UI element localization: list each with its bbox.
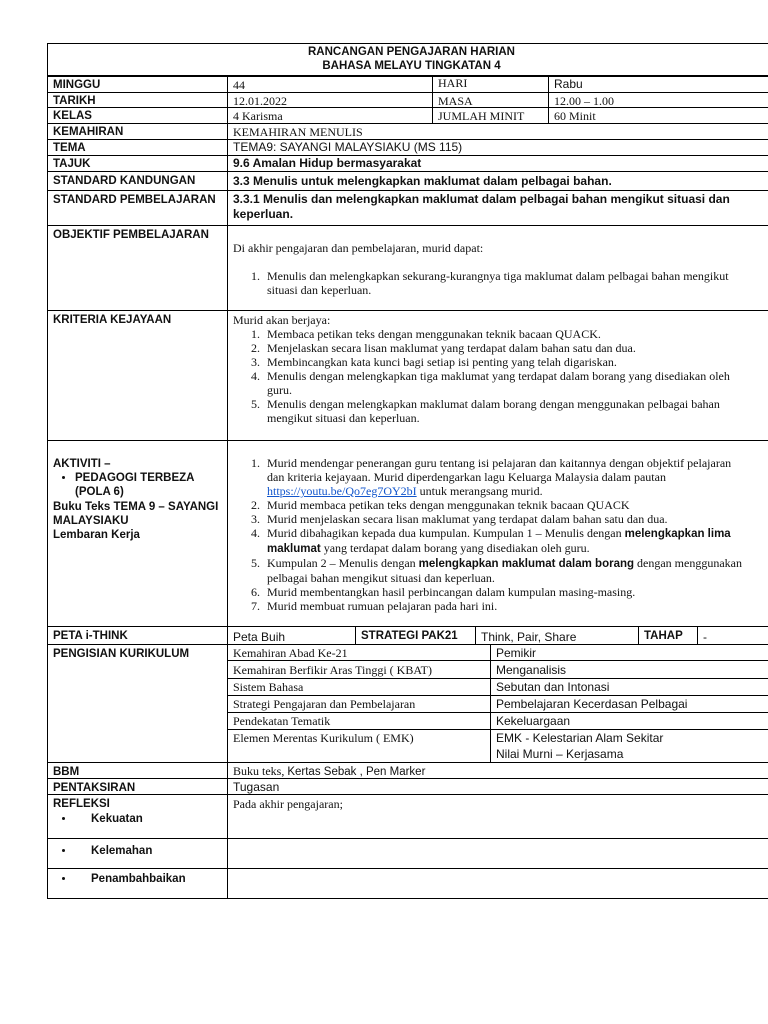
- aktiviti-item: 2. Murid membaca petikan teks dengan menggunakan teknik bacaan QUACK: [263, 498, 743, 512]
- kriteria-item: 5. Menulis dengan melengkapkan maklumat dalam borang dengan menggunakan pelbagai bahan mengikut situasi dan keperluan.: [263, 397, 743, 425]
- tahap-value: -: [703, 630, 707, 644]
- tahap-label: TAHAP: [644, 630, 683, 642]
- masa-label: MASA: [438, 94, 473, 108]
- aktiviti-item: 6. Murid membentangkan hasil perbincangan dalam kumpulan masing-masing.: [263, 585, 743, 599]
- kekuatan-item: • Kekuatan: [75, 812, 221, 826]
- kriteria-intro: Murid akan berjaya:: [233, 313, 331, 327]
- kriteria-item: 2. Menjelaskan secara lisan maklumat yang terdapat dalam bahan satu dan dua.: [263, 341, 743, 355]
- kurikulum-value: Sebutan dan Intonasi: [496, 680, 610, 694]
- buku-teks-label: Buku Teks TEMA 9 – SAYANGI MALAYSIAKU: [53, 501, 219, 527]
- kurikulum-label: PENGISIAN KURIKULUM: [53, 648, 190, 660]
- objektif-label: OBJEKTIF PEMBELAJARAN: [53, 229, 209, 241]
- kurikulum-key: Pendekatan Tematik: [233, 714, 331, 728]
- masa-value: 12.00 – 1.00: [554, 94, 614, 108]
- strategi-label: STRATEGI PAK21: [361, 630, 458, 642]
- standard-pembelajaran-value: 3.3.1 Menulis dan melengkapkan maklumat dalam pelbagai bahan mengikut situasi dan keperluan.: [233, 192, 730, 221]
- objektif-item: 1. Menulis dan melengkapkan sekurang-kurangnya tiga maklumat dalam pelbagai bahan mengikut situasi dan keperluan.: [263, 269, 743, 297]
- kriteria-item: 4. Menulis dengan melengkapkan tiga maklumat yang terdapat dalam borang yang disediakan oleh guru.: [263, 369, 743, 397]
- tema-value: TEMA9: SAYANGI MALAYSIAKU (MS 115): [233, 140, 463, 154]
- refleksi-penambahbaikan: [48, 871, 226, 887]
- kurikulum-key: Strategi Pengajaran dan Pembelajaran: [233, 697, 416, 711]
- kurikulum-value: Pembelajaran Kecerdasan Pelbagai: [496, 697, 688, 711]
- strategi-value: Think, Pair, Share: [481, 630, 577, 644]
- minggu-value: 44: [233, 78, 245, 92]
- pentaksiran-label: PENTAKSIRAN: [53, 782, 136, 794]
- kelemahan-item: • Kelemahan: [75, 844, 221, 858]
- youtube-link[interactable]: https://youtu.be/Qo7eg7OY2bI: [267, 484, 417, 498]
- kemahiran-label: KEMAHIRAN: [53, 126, 124, 138]
- bbm-label: BBM: [53, 766, 80, 778]
- kelas-value: 4 Karisma: [233, 109, 283, 123]
- jumlah-minit-label: JUMLAH MINIT: [438, 109, 525, 123]
- pentaksiran-value: Tugasan: [233, 780, 280, 794]
- refleksi-label: REFLEKSI: [53, 798, 110, 810]
- tema-label: TEMA: [53, 142, 86, 154]
- penambahbaikan-item: • Penambahbaikan: [75, 872, 221, 886]
- refleksi-value: Pada akhir pengajaran;: [233, 797, 343, 811]
- bbm-value: Buku teks, Kertas Sebak , Pen Marker: [233, 764, 426, 778]
- peta-value: Peta Buih: [233, 630, 286, 644]
- hari-label: HARI: [438, 76, 468, 90]
- aktiviti-item: 7. Murid membuat rumuan pelajaran pada hari ini.: [263, 599, 743, 613]
- kurikulum-key: Sistem Bahasa: [233, 680, 304, 694]
- objektif-intro: Di akhir pengajaran dan pembelajaran, murid dapat:: [233, 241, 484, 255]
- jumlah-minit-value: 60 Minit: [554, 109, 596, 123]
- aktiviti-item: 5. Kumpulan 2 – Menulis dengan melengkapkan maklumat dalam borang dengan menggunakan pelbagai bahan mengikut situasi dan keperluan.: [263, 556, 743, 585]
- kurikulum-value-nilai: Nilai Murni – Kerjasama: [496, 747, 624, 761]
- kurikulum-value: Kekeluargaan: [496, 714, 571, 728]
- kelas-label: KELAS: [53, 110, 92, 122]
- tajuk-value: 9.6 Amalan Hidup bermasyarakat: [233, 156, 422, 170]
- aktiviti-item: 4. Murid dibahagikan kepada dua kumpulan. Kumpulan 1 – Menulis dengan melengkapkan lima maklumat yang terdapat dalam borang yang disediakan oleh guru.: [263, 526, 743, 556]
- hari-value: Rabu: [554, 77, 583, 91]
- kurikulum-key: Kemahiran Berfikir Aras Tinggi ( KBAT): [233, 663, 432, 677]
- kemahiran-value: KEMAHIRAN MENULIS: [233, 125, 363, 139]
- document-title: RANCANGAN PENGAJARAN HARIAN: [307, 46, 515, 58]
- kurikulum-value: Pemikir: [496, 646, 537, 660]
- pedagogi-item: • PEDAGOGI TERBEZA (POLA 6): [75, 471, 221, 499]
- tarikh-label: TARIKH: [53, 95, 96, 107]
- aktiviti-label: AKTIVITI –: [53, 458, 111, 470]
- minggu-label: MINGGU: [53, 79, 101, 91]
- standard-kandungan-value: 3.3 Menulis untuk melengkapkan maklumat dalam pelbagai bahan.: [233, 174, 612, 188]
- kurikulum-key: Elemen Merentas Kurikulum ( EMK): [233, 731, 414, 745]
- kurikulum-key: Kemahiran Abad Ke-21: [233, 646, 348, 660]
- refleksi-kelemahan: [48, 843, 226, 859]
- lembaran-kerja-label: Lembaran Kerja: [53, 529, 140, 541]
- aktiviti-item: 3. Murid menjelaskan secara lisan maklumat yang terdapat dalam bahan satu dan dua.: [263, 512, 743, 526]
- document-subtitle: BAHASA MELAYU TINGKATAN 4: [322, 60, 501, 72]
- standard-kandungan-label: STANDARD KANDUNGAN: [53, 175, 196, 187]
- kriteria-list: [228, 326, 748, 426]
- tajuk-label: TAJUK: [53, 158, 91, 170]
- aktiviti-item: 1. Murid mendengar penerangan guru tentang isi pelajaran dan kaitannya dengan objektif pelajaran dan kriteria kejayaan. Murid diperdengarkan lagu Keluarga Malaysia dalam pautan https://youtu.be/Qo7eg7OY2bI untuk merangsang murid.: [263, 456, 743, 498]
- tarikh-value: 12.01.2022: [233, 94, 287, 108]
- peta-label: PETA i-THINK: [53, 630, 128, 642]
- kriteria-item: 1. Membaca petikan teks dengan menggunakan teknik bacaan QUACK.: [263, 327, 743, 341]
- refleksi-kekuatan: [48, 811, 226, 827]
- kriteria-label: KRITERIA KEJAYAAN: [53, 314, 172, 326]
- standard-pembelajaran-label: STANDARD PEMBELAJARAN: [53, 194, 216, 206]
- kurikulum-value: Menganalisis: [496, 663, 567, 677]
- pedagogi-list: [48, 470, 226, 500]
- objektif-list: [228, 268, 748, 298]
- kriteria-item: 3. Membincangkan kata kunci bagi setiap isi penting yang telah digariskan.: [263, 355, 743, 369]
- kurikulum-value: EMK - Kelestarian Alam Sekitar: [496, 731, 664, 745]
- aktiviti-list: [228, 455, 748, 614]
